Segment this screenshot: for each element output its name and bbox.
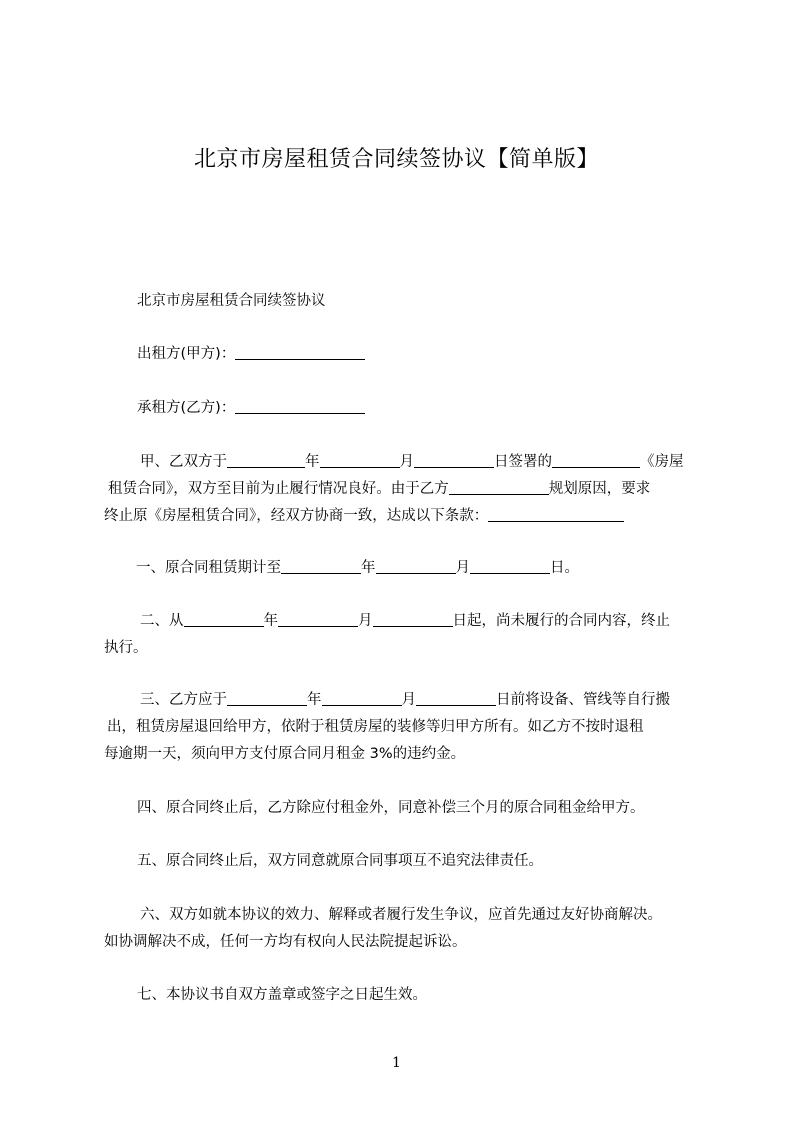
intro-text: 规划原因，要求 — [548, 481, 651, 497]
intro-line-2 — [108, 477, 650, 501]
year-label: 年 — [361, 560, 376, 576]
lessor-label: 出租方(甲方)： — [137, 346, 236, 362]
lessee-blank — [235, 398, 365, 414]
date-blank — [322, 690, 402, 706]
page-number: 1 — [392, 1055, 401, 1071]
intro-text: 租赁合同》，双方至目前为止履行情况良好。由于乙方 — [108, 481, 449, 497]
clause-text: 二、从 — [140, 613, 184, 629]
year-label: 年 — [263, 613, 278, 629]
date-blank — [414, 452, 494, 468]
clause-text: 日前将设备、管线等自行搬 — [496, 692, 670, 708]
month-label: 月 — [399, 454, 414, 470]
clause-5: 五、原合同终止后，双方同意就原合同事项互不追究法律责任。 — [137, 853, 543, 869]
clause-2-line-1 — [140, 609, 670, 633]
intro-line-1 — [140, 450, 684, 474]
date-blank — [281, 558, 361, 574]
date-blank — [184, 611, 264, 627]
contract-blank — [552, 452, 640, 468]
clause-7: 七、本协议书自双方盖章或签字之日起生效。 — [137, 987, 427, 1003]
reason-blank — [449, 479, 549, 495]
date-blank — [227, 452, 305, 468]
lessee-label: 承租方(乙方)： — [137, 400, 236, 416]
clause-1 — [136, 556, 579, 580]
lessor-line — [137, 342, 365, 366]
day-label: 日。 — [550, 560, 579, 576]
date-blank — [376, 558, 456, 574]
clause-3-line-1 — [140, 688, 670, 712]
lessee-line — [137, 396, 365, 420]
month-label: 月 — [358, 613, 373, 629]
intro-text: 甲、乙双方于 — [140, 454, 227, 470]
clause-text: 一、原合同租赁期计至 — [136, 560, 281, 576]
subtitle: 北京市房屋租赁合同续签协议 — [137, 293, 326, 309]
clause-2-line-2: 执行。 — [104, 640, 148, 656]
date-blank — [373, 611, 453, 627]
clause-text: 三、乙方应于 — [140, 692, 227, 708]
terms-blank — [488, 506, 624, 522]
document-title: 北京市房屋租赁合同续签协议【简单版】 — [193, 147, 599, 172]
intro-text: 《房屋 — [640, 454, 684, 470]
date-blank — [278, 611, 358, 627]
year-label: 年 — [305, 454, 320, 470]
clause-6-line-2: 如协调解决不成，任何一方均有权向人民法院提起诉讼。 — [104, 934, 467, 950]
date-blank — [227, 690, 307, 706]
month-label: 月 — [401, 692, 416, 708]
clause-3-line-3: 每逾期一天，须向甲方支付原合同月租金 3%的违约金。 — [104, 746, 466, 762]
year-label: 年 — [307, 692, 322, 708]
month-label: 月 — [455, 560, 470, 576]
clause-3-line-2: 出，租赁房屋退回给甲方，依附于租赁房屋的装修等归甲方所有。如乙方不按时退租 — [107, 719, 644, 735]
date-blank — [470, 558, 550, 574]
clause-4: 四、原合同终止后，乙方除应付租金外，同意补偿三个月的原合同租金给甲方。 — [137, 800, 645, 816]
lessor-blank — [235, 344, 365, 360]
intro-text: 日签署的 — [494, 454, 552, 470]
date-blank — [320, 452, 400, 468]
date-blank — [416, 690, 496, 706]
clause-text: 日起，尚未履行的合同内容，终止 — [452, 613, 670, 629]
intro-line-3 — [104, 504, 624, 528]
clause-6-line-1: 六、双方如就本协议的效力、解释或者履行发生争议，应首先通过友好协商解决。 — [140, 907, 662, 923]
intro-text: 终止原《房屋租赁合同》，经双方协商一致，达成以下条款： — [104, 508, 489, 524]
